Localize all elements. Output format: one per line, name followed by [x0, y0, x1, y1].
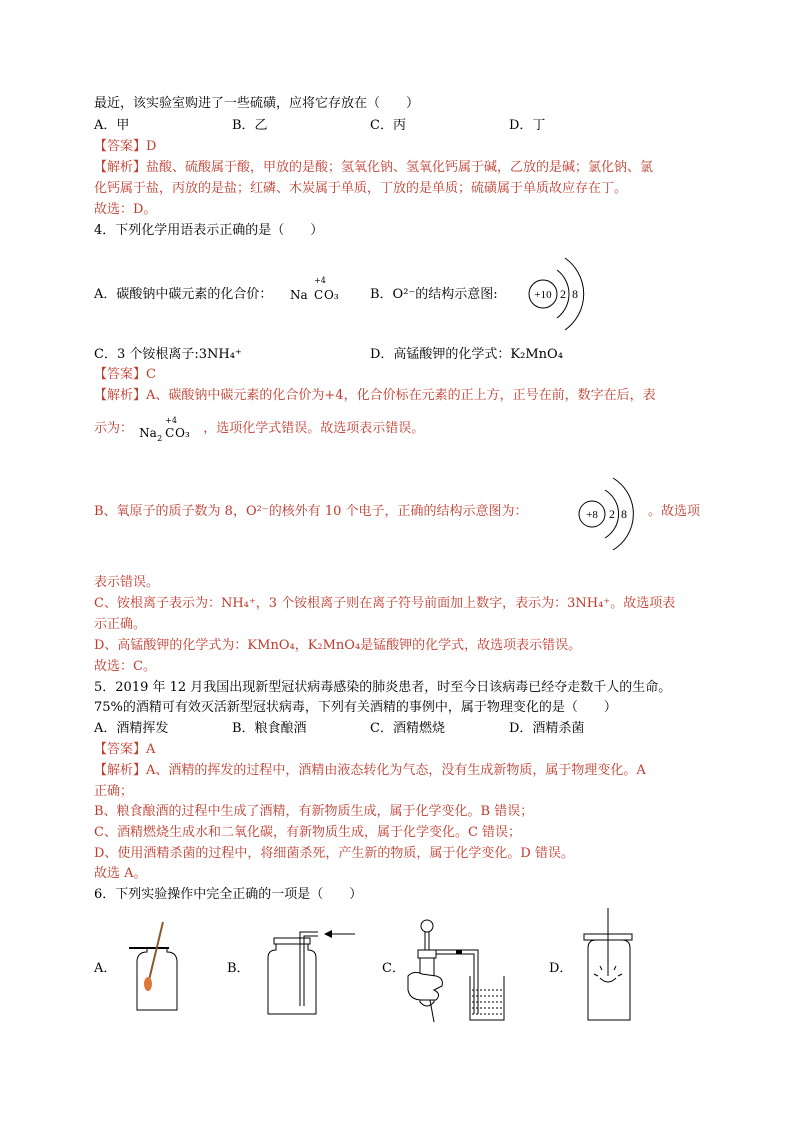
q5-option-a: A．酒精挥发 [94, 721, 169, 736]
q4-analysis-a1 [94, 387, 656, 405]
formula-o3: O₃ [324, 288, 339, 302]
q6-figure-d-combustion-spoon-bottle [580, 906, 640, 1026]
q4-analysis-b2: 表示错误。 [94, 575, 160, 590]
answer-value: C [146, 367, 156, 382]
q6-figure-c-airtightness-check [400, 916, 520, 1026]
q3-analysis-line2: 化钙属于盐，丙放的是盐；红磷、木炭属于单质，丁放的是单质；硫磺属于单质故应存在丁。 [94, 181, 628, 196]
shell1-count: 2 [560, 287, 566, 301]
q5-analysis-c: C、酒精燃烧生成水和二氧化碳，有新物质生成，属于化学变化。C 错误； [94, 825, 522, 840]
q4-option-c: C．3 个铵根离子:3NH₄⁺ [94, 347, 242, 362]
formula-valence: +4 [165, 416, 177, 425]
q4-analysis-c2: 示正确。 [94, 617, 147, 632]
formula-sub2: 2 [157, 434, 163, 443]
q4-answer [94, 366, 156, 384]
analysis-text: 盐酸、硫酸属于酸，甲放的是酸；氢氧化钠、氢氧化钙属于碱，乙放的是碱；氯化钠、氯 [146, 160, 654, 175]
q4-option-b-diagram [495, 248, 585, 338]
formula-na: Na [139, 426, 157, 440]
q3-answer [94, 138, 156, 156]
q4-analysis-d: D、高锰酸钾的化学式为：KMnO₄，K₂MnO₄是锰酸钾的化学式，故选项表示错误。 [94, 638, 582, 653]
answer-tag: 【答案】 [94, 367, 147, 382]
q6-label-a: A． [94, 961, 117, 976]
q3-option-d: D．丁 [509, 118, 546, 133]
answer-tag: 【答案】 [94, 742, 147, 757]
shell1-count: 2 [609, 507, 615, 521]
q5-stem-line2: 75%的酒精可有效灭活新型冠状病毒，下列有关酒精的事例中，属于物理变化的是（ ） [94, 700, 617, 715]
q4-stem: 4．下列化学用语表示正确的是（ ） [94, 223, 324, 238]
answer-value: A [146, 742, 156, 757]
q4-analysis-b-diagram [560, 470, 650, 560]
analysis-text: A、酒精的挥发的过程中，酒精由液态转化为气态，没有生成新物质，属于物理变化。A [146, 763, 646, 778]
analysis-text: A、碳酸钠中碳元素的化合价为+4，化合价标在元素的正上方，正号在前，数字在后，表 [146, 388, 656, 403]
analysis-tag: 【解析】 [94, 388, 147, 403]
formula-na: Na [290, 288, 308, 302]
nucleus-charge: +8 [586, 509, 598, 521]
q3-stem: 最近，该实验室购进了一些硫磺，应将它存放在（ ） [94, 96, 420, 111]
analysis-tag: 【解析】 [94, 763, 147, 778]
q6-label-c: C． [382, 961, 405, 976]
nucleus-charge: +10 [534, 289, 552, 301]
q6-label-d: D． [549, 961, 573, 976]
q6-stem: 6．下列实验操作中完全正确的一项是（ ） [94, 887, 363, 902]
analysis-a2-pre: 示为： [94, 421, 134, 436]
analysis-a2-formula [137, 416, 199, 443]
q5-analysis-b: B、粮食酿酒的过程中生成了酒精，有新物质生成，属于化学变化。B 错误； [94, 804, 534, 819]
analysis-tag: 【解析】 [94, 160, 147, 175]
q4-option-a: A．碳酸钠中碳元素的化合价： [94, 287, 273, 302]
q5-option-d: D．酒精杀菌 [509, 721, 585, 736]
q5-stem-line1: 5．2019 年 12 月我国出现新型冠状病毒感染的肺炎患者，时至今日该病毒已经夺走数千人的生命。 [94, 680, 672, 695]
formula-o3: O₃ [175, 426, 190, 440]
q4-analysis-b1: B、氧原子的质子数为 8，O²⁻的核外有 10 个电子，正确的结构示意图为： [94, 504, 528, 519]
q4-conclusion: 故选：C。 [94, 659, 156, 674]
q5-option-b: B．粮食酿酒 [232, 721, 307, 736]
shell2-count: 8 [572, 287, 578, 301]
q4-analysis-a2 [94, 416, 425, 443]
answer-value: D [146, 139, 157, 154]
formula-c: C [314, 288, 324, 302]
q3-conclusion: 故选：D。 [94, 202, 157, 217]
q4-analysis-b1-post: 。故选项 [648, 504, 701, 519]
q6-figure-a-bottle-with-match [125, 918, 185, 1014]
q5-conclusion: 故选 A。 [94, 866, 147, 881]
shell2-count: 8 [621, 507, 627, 521]
analysis-a2-post: ，选项化学式错误。故选项表示错误。 [203, 421, 425, 436]
formula-c: C [165, 426, 175, 440]
q5-answer [94, 741, 155, 759]
q4-option-a-formula [290, 278, 350, 306]
q3-analysis-line1 [94, 159, 653, 177]
q3-option-a: A．甲 [94, 118, 130, 133]
q4-option-b: B．O²⁻的结构示意图: [370, 287, 498, 302]
q4-option-d: D．高锰酸钾的化学式：K₂MnO₄ [370, 347, 563, 362]
q5-analysis-a1 [94, 762, 646, 780]
q6-figure-b-gas-bottle [260, 918, 360, 1018]
q3-option-b: B．乙 [232, 118, 268, 133]
q4-analysis-c1: C、铵根离子表示为：NH₄⁺，3 个铵根离子则在离子符号前面加上数字，表示为：3NH₄⁺。故选项表 [94, 596, 676, 611]
answer-tag: 【答案】 [94, 139, 147, 154]
formula-valence: +4 [314, 276, 326, 285]
q6-label-b: B． [227, 961, 250, 976]
q5-option-c: C．酒精燃烧 [370, 721, 445, 736]
q5-analysis-a2: 正确； [94, 784, 134, 799]
q5-analysis-d: D、使用酒精杀菌的过程中，将细菌杀死，产生新的物质，属于化学变化。D 错误。 [94, 846, 574, 861]
q3-option-c: C．丙 [370, 118, 406, 133]
